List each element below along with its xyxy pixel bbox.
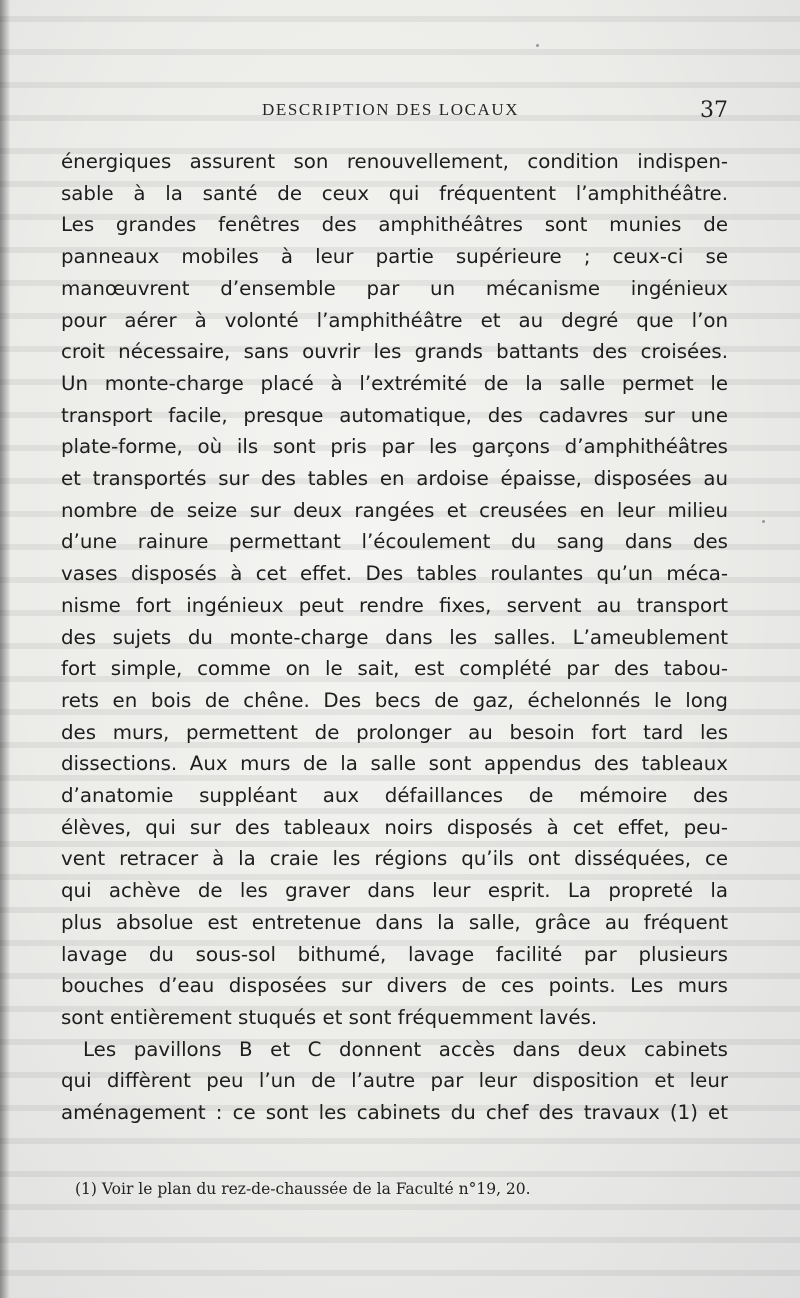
text-line: bouches d’eau disposées sur divers de ces points. Les murs xyxy=(61,974,728,998)
text-line: vent retracer à la craie les régions qu’ils ont disséquées, ce xyxy=(61,847,728,871)
text-line: qui diffèrent peu l’un de l’autre par leur disposition et leur xyxy=(61,1069,728,1093)
text-line: Un monte-charge placé à l’extrémité de la salle permet le xyxy=(61,371,728,395)
text-line: plus absolue est entretenue dans la salle, grâce au fréquent xyxy=(61,910,728,934)
text-line: vases disposés à cet effet. Des tables roulantes qu’un méca- xyxy=(61,562,728,586)
text-line: croit nécessaire, sans ouvrir les grands battants des croisées. xyxy=(61,340,728,364)
text-line: nisme fort ingénieux peut rendre fixes, servent au transport xyxy=(61,593,728,617)
page-number: 37 xyxy=(700,98,728,123)
text-line: Les pavillons B et C donnent accès dans deux cabinets xyxy=(83,1037,728,1061)
text-line: élèves, qui sur des tableaux noirs disposés à cet effet, peu- xyxy=(61,815,728,839)
text-line: des murs, permettent de prolonger au besoin fort tard les xyxy=(61,720,728,744)
text-line: rets en bois de chêne. Des becs de gaz, échelonnés le long xyxy=(61,688,728,712)
body-text xyxy=(61,146,728,1129)
text-line: d’anatomie suppléant aux défaillances de mémoire des xyxy=(61,784,728,808)
text-line: qui achève de les graver dans leur esprit. La propreté la xyxy=(61,879,728,903)
text-line: nombre de seize sur deux rangées et creusées en leur milieu xyxy=(61,498,728,522)
text-line: énergiques assurent son renouvellement, condition indispen- xyxy=(61,150,728,173)
text-line: des sujets du monte-charge dans les salles. L’ameublement xyxy=(61,625,728,649)
text-line: sont entièrement stuqués et sont fréquemment lavés. xyxy=(61,1005,598,1029)
text-line: d’une rainure permettant l’écoulement du sang dans des xyxy=(61,530,728,554)
text-line: aménagement : ce sont les cabinets du chef des travaux (1) et xyxy=(61,1101,728,1125)
text-line: fort simple, comme on le sait, est complété par des tabou- xyxy=(61,657,728,681)
text-line: dissections. Aux murs de la salle sont appendus des tableaux xyxy=(61,752,728,776)
text-line: plate-forme, où ils sont pris par les garçons d’amphithéâtres xyxy=(61,435,728,459)
text-line: Les grandes fenêtres des amphithéâtres sont munies de xyxy=(61,213,728,237)
paper-speck xyxy=(762,520,765,523)
text-line: panneaux mobiles à leur partie supérieure ; ceux-ci se xyxy=(61,245,728,269)
footnote: (1) Voir le plan du rez-de-chaussée de la Faculté n°19, 20. xyxy=(75,1180,531,1198)
text-line: et transportés sur des tables en ardoise épaisse, disposées au xyxy=(61,467,728,491)
paper-speck xyxy=(536,44,539,47)
text-line: pour aérer à volonté l’amphithéâtre et au degré que l’on xyxy=(61,308,728,332)
running-head: DESCRIPTION DES LOCAUX xyxy=(262,100,520,119)
text-line: sable à la santé de ceux qui fréquentent l’amphithéâtre. xyxy=(61,181,728,205)
text-line: lavage du sous-sol bithumé, lavage facilité par plusieurs xyxy=(61,942,728,966)
text-line: manœuvrent d’ensemble par un mécanisme ingénieux xyxy=(61,276,728,300)
text-line: transport facile, presque automatique, des cadavres sur une xyxy=(61,403,728,427)
